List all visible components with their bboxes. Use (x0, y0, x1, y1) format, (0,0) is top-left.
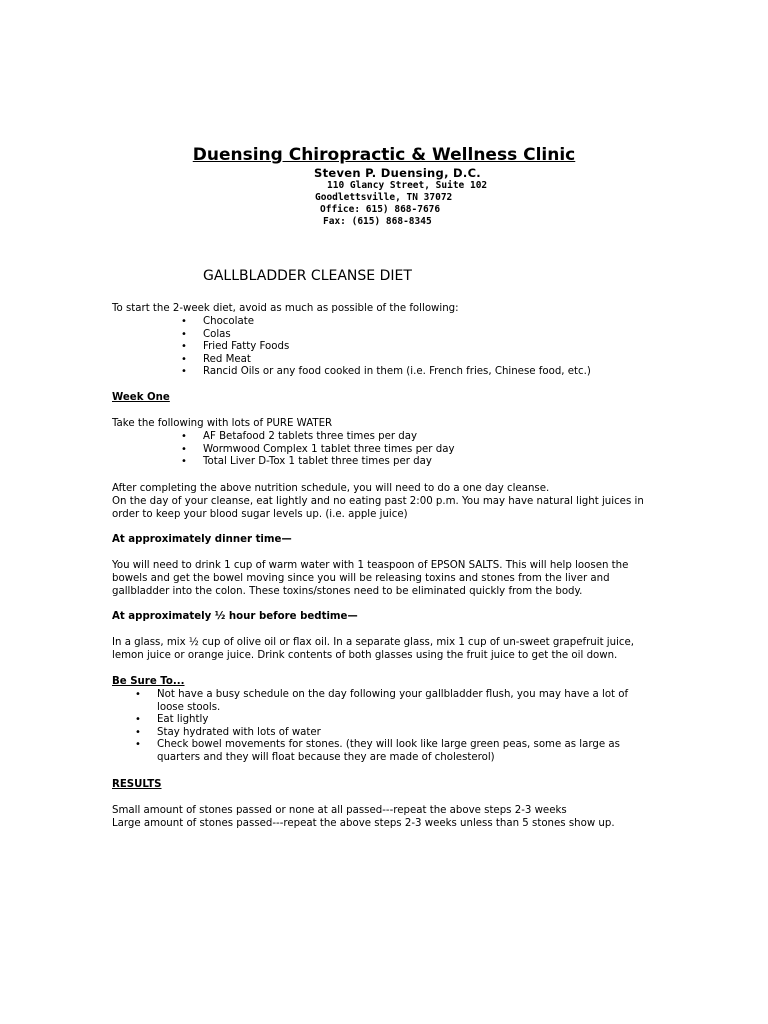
bedtime-line-2: lemon juice or orange juice. Drink contents of both glasses using the fruit juice to get the oil down. (112, 650, 618, 661)
avoid-list (181, 316, 591, 379)
bullet-icon: • (181, 353, 187, 365)
bullet-icon: • (181, 456, 187, 468)
address-street: 110 Glancy Street, Suite 102 (327, 180, 488, 191)
bullet-icon: • (181, 366, 187, 378)
bullet-icon: • (181, 443, 187, 455)
bullet-icon: • (135, 689, 141, 700)
document-title: GALLBLADDER CLEANSE DIET (203, 268, 412, 284)
dinner-line-2: bowels and get the bowel moving since you will be releasing toxins and stones from the liver and (112, 573, 610, 584)
bedtime-line-1: In a glass, mix ½ cup of olive oil or flax oil. In a separate glass, mix 1 cup of un-sweet grapefruit juice, (112, 637, 635, 648)
list-item: • Chocolate (181, 316, 254, 327)
bullet-icon: • (181, 431, 187, 442)
dinner-line-1: You will need to drink 1 cup of warm water with 1 teaspoon of EPSON SALTS. This will help loosen the (112, 560, 629, 571)
bullet-icon: • (181, 341, 187, 353)
bullet-icon: • (135, 714, 141, 726)
after-line-1: After completing the above nutrition schedule, you will need to do a one day cleanse. (112, 483, 550, 494)
dinner-line-3: gallbladder into the colon. These toxins/stones need to be eliminated quickly from the body. (112, 586, 583, 597)
list-item: • Colas (181, 328, 231, 340)
bedtime-heading: At approximately ½ hour before bedtime— (112, 611, 358, 622)
doctor-name: Steven P. Duensing, D.C. (314, 166, 481, 180)
list-item: • Wormwood Complex 1 tablet three times per day (181, 443, 455, 455)
address-city: Goodlettsville, TN 37072 (315, 192, 453, 203)
list-item: • Rancid Oils or any food cooked in them (i.e. French fries, Chinese food, etc.) (181, 366, 591, 378)
intro-text: To start the 2-week diet, avoid as much as possible of the following: (112, 303, 459, 314)
results-line-2: Large amount of stones passed---repeat the above steps 2-3 weeks unless than 5 stones show up. (112, 818, 615, 829)
after-line-3: order to keep your blood sugar levels up. (i.e. apple juice) (112, 509, 408, 520)
clinic-name: Duensing Chiropractic & Wellness Clinic (192, 145, 576, 165)
dinner-heading: At approximately dinner time— (112, 534, 292, 545)
list-item: • Fried Fatty Foods (181, 341, 290, 353)
bullet-icon: • (181, 328, 187, 340)
be-sure-heading: Be Sure To... (112, 676, 185, 687)
list-item: • Total Liver D-Tox 1 tablet three times per day (181, 456, 432, 468)
be-sure-list (135, 689, 657, 765)
bullet-icon: • (135, 726, 141, 738)
list-item: • Stay hydrated with lots of water (135, 726, 321, 738)
week-one-heading: Week One (112, 392, 170, 403)
list-item: • AF Betafood 2 tablets three times per day (181, 431, 418, 442)
results-heading: RESULTS (112, 779, 162, 790)
results-line-1: Small amount of stones passed or none at all passed---repeat the above steps 2-3 weeks (112, 805, 567, 816)
list-item: • Eat lightly (135, 714, 209, 726)
bullet-icon: • (181, 316, 187, 327)
week-one-list (181, 431, 455, 469)
fax-number: Fax: (615) 868-8345 (323, 216, 432, 227)
after-line-2: On the day of your cleanse, eat lightly and no eating past 2:00 p.m. You may have natural light juices in (112, 496, 644, 507)
list-item: • Not have a busy schedule on the day following your gallbladder flush, you may have a lot of loose stools. (135, 689, 629, 713)
week-one-intro: Take the following with lots of PURE WATER (112, 418, 333, 429)
bullet-icon: • (135, 739, 141, 751)
list-item: • Check bowel movements for stones. (they will look like large green peas, some as large as quarters and they will float because they are made of cholesterol) (135, 739, 620, 763)
list-item: • Red Meat (181, 353, 251, 365)
office-phone: Office: 615) 868-7676 (320, 204, 441, 215)
